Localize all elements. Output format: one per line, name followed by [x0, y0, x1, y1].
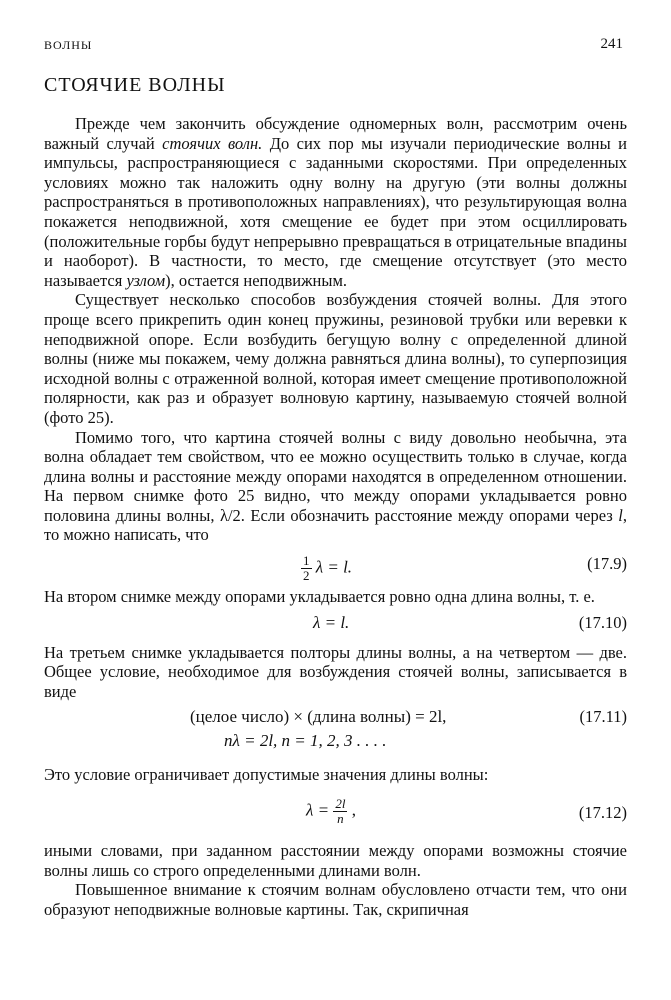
paragraph-7: иными словами, при заданном расстоянии между опорами возможны стоячие волны лишь со строго определенными длинами волн. — [44, 841, 627, 880]
paragraph-4: На втором снимке между опорами укладывается ровно одна длина волны, т. е. — [44, 587, 595, 607]
paragraph-8: Повышенное внимание к стоячим волнам обусловлено отчасти тем, что они образуют неподвижные волновые картины. Так, скрипичная — [44, 880, 627, 919]
equation-number: (17.9) — [587, 554, 627, 574]
equation-number: (17.10) — [578, 612, 627, 632]
running-head: ВОЛНЫ — [44, 38, 93, 52]
equation-17-12: λ = $\frac{2l}{n}$ , (17.12) — [306, 796, 627, 827]
paragraph-5: На третьем снимке укладывается полторы длины волны, а на четвертом — две. Общее условие, необходимое для возбуждения стоячей волны, записывается в виде — [44, 642, 627, 701]
paragraph-6: Это условие ограничивает допустимые значения длины волны: — [44, 765, 489, 785]
section-title: СТОЯЧИЕ ВОЛНЫ — [44, 74, 226, 96]
fraction: $\frac{1}{2}$ — [303, 553, 310, 584]
paragraph-2: Существует несколько способов возбуждения стоячей волны. Для этого проще всего прикрепить один конец пружины, резиновой трубки или веревки к неподвижной опоре. Если возбудить бегущую волну с определенной длиной волны (ниже мы покажем, чему должна равняться длина волны), то суперпозиция исходной волны с отраженной волной, которая имеет смещение противоположной полярности, как раз и образует волновую картину, называемую стоячей волной (фото 25). — [44, 290, 627, 427]
equation-number: (17.11) — [579, 707, 627, 727]
fraction: $\frac{2l}{n}$ — [335, 796, 346, 827]
term-standing-waves: стоячих волн. — [162, 133, 263, 153]
equation-17-9: $\frac{1}{2}$ λ = l. (17.9) — [303, 553, 627, 584]
equation-17-11: (целое число) × (длина волны) = 2l, (17.11) nλ = 2l, n = 1, 2, 3 . . . . — [190, 707, 627, 751]
term-node: узлом — [126, 270, 166, 290]
paragraph-1: Прежде чем закончить обсуждение одномерных волн, рассмотрим очень важный случай стоячих волн. До сих пор мы изучали периодические волны и импульсы, распространяющиеся с заданными скоростями. При определенных условиях можно так наложить одну волну на другую (эти волны должны распространяться в противоположных направлениях), что результирующая волна покажется неподвижной, хотя смещение ее будет при этом осциллировать (положительные горбы будут непрерывно превращаться в отрицательные впадины и наоборот). В частности, то место, где смещение отсутствует (это место называется узлом), остается неподвижным. — [44, 114, 627, 290]
equation-17-10: λ = l. (17.10) — [313, 612, 627, 632]
equation-number: (17.12) — [578, 803, 627, 823]
page-number: 241 — [600, 36, 623, 52]
paragraph-3: Помимо того, что картина стоячей волны с виду довольно необычна, эта волна обладает тем свойством, что ее можно осуществить только в случае, когда длина волны и расстояние между опорами находятся в определенном отношении. На первом снимке фото 25 видно, что между опорами укладывается ровно половина длины волны, λ/2. Если обозначить расстояние между опорами через l, то можно написать, что — [44, 427, 627, 545]
body-text — [44, 114, 627, 919]
